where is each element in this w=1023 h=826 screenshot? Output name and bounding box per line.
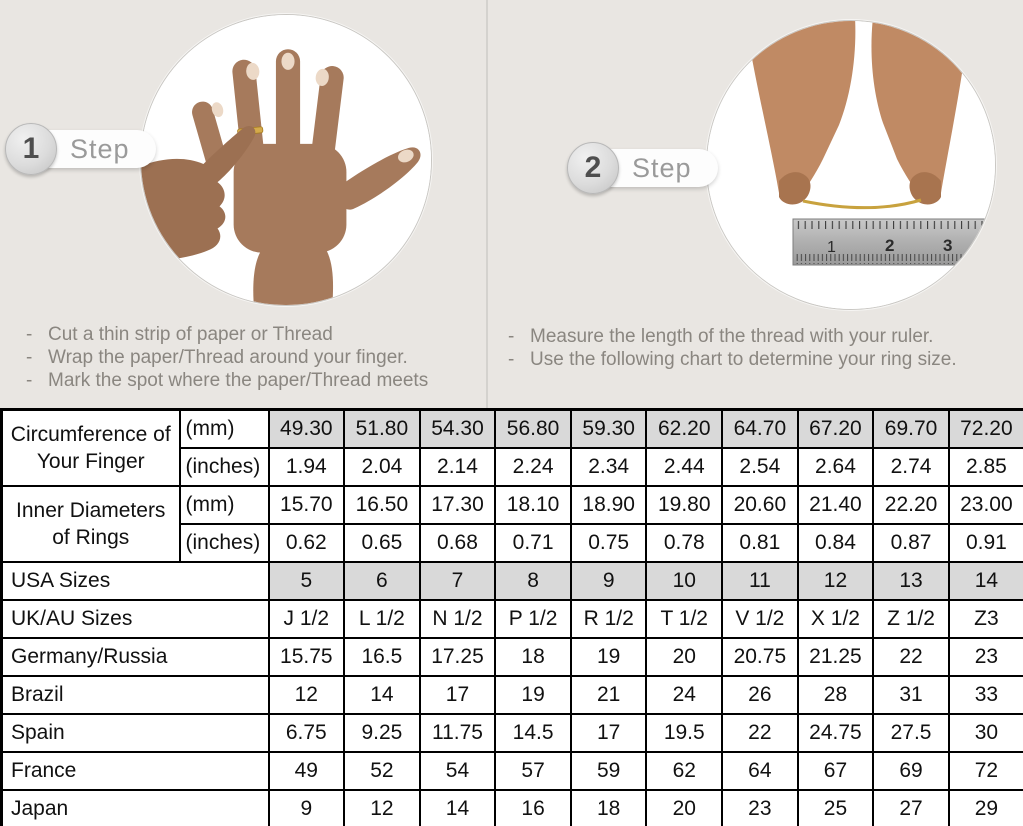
size-cell: P 1/2 — [495, 600, 571, 638]
size-cell: N 1/2 — [420, 600, 496, 638]
size-cell: 54 — [420, 752, 496, 790]
size-cell: 2.44 — [646, 448, 722, 486]
size-cell: 17 — [420, 676, 496, 714]
size-cell: 20.60 — [722, 486, 798, 524]
step1-badge — [12, 130, 156, 168]
size-cell: 18 — [495, 638, 571, 676]
size-cell: 56.80 — [495, 410, 571, 449]
size-cell: 20 — [646, 638, 722, 676]
size-cell: 2.14 — [420, 448, 496, 486]
size-cell: 24.75 — [798, 714, 874, 752]
row-group-label: Inner Diameters of Rings — [2, 486, 180, 562]
size-cell: 13 — [873, 562, 949, 600]
table-row — [2, 410, 1023, 449]
size-cell: 49 — [269, 752, 345, 790]
size-cell: 16 — [495, 790, 571, 826]
instruction-line: - Mark the spot where the paper/Thread meets — [26, 370, 429, 391]
size-cell: 2.74 — [873, 448, 949, 486]
size-cell: 9 — [571, 562, 647, 600]
table-row — [2, 714, 1023, 752]
size-cell: 8 — [495, 562, 571, 600]
size-cell: V 1/2 — [722, 600, 798, 638]
size-cell: X 1/2 — [798, 600, 874, 638]
size-cell: 25 — [798, 790, 874, 826]
size-cell: Z 1/2 — [873, 600, 949, 638]
size-cell: 23.00 — [949, 486, 1023, 524]
size-cell: 16.50 — [344, 486, 420, 524]
size-cell: R 1/2 — [571, 600, 647, 638]
unit-label: (inches) — [180, 524, 269, 562]
step1-label: Step — [70, 133, 130, 164]
instruction-line: - Use the following chart to determine your ring size. — [508, 349, 957, 370]
size-cell: 0.71 — [495, 524, 571, 562]
step2-instructions — [504, 325, 1019, 371]
table-row — [2, 600, 1023, 638]
step2-label: Step — [632, 152, 692, 183]
size-cell: 67 — [798, 752, 874, 790]
size-cell: 72 — [949, 752, 1023, 790]
size-cell: 6 — [344, 562, 420, 600]
how-to-measure-section — [0, 0, 1023, 408]
row-label: USA Sizes — [2, 562, 269, 600]
size-cell: 0.65 — [344, 524, 420, 562]
size-cell: 14 — [344, 676, 420, 714]
size-cell: 49.30 — [269, 410, 345, 449]
size-cell: 54.30 — [420, 410, 496, 449]
step2-badge — [574, 149, 718, 187]
size-cell: 12 — [269, 676, 345, 714]
size-cell: 21 — [571, 676, 647, 714]
size-cell: 51.80 — [344, 410, 420, 449]
size-cell: 26 — [722, 676, 798, 714]
size-cell: 21.40 — [798, 486, 874, 524]
size-cell: 52 — [344, 752, 420, 790]
size-cell: 18 — [571, 790, 647, 826]
size-cell: 29 — [949, 790, 1023, 826]
size-cell: 22 — [873, 638, 949, 676]
size-cell: 18.90 — [571, 486, 647, 524]
instruction-line: - Cut a thin strip of paper or Thread — [26, 324, 333, 345]
row-label: France — [2, 752, 269, 790]
size-cell: 18.10 — [495, 486, 571, 524]
step1-number: 1 — [5, 123, 57, 175]
size-cell: 23 — [949, 638, 1023, 676]
size-cell: 2.34 — [571, 448, 647, 486]
size-cell: 30 — [949, 714, 1023, 752]
row-label: Spain — [2, 714, 269, 752]
size-cell: 69.70 — [873, 410, 949, 449]
size-cell: 2.54 — [722, 448, 798, 486]
unit-label: (mm) — [180, 410, 269, 449]
row-label: Japan — [2, 790, 269, 826]
step2-ruler-photo — [706, 20, 996, 310]
size-cell: 19.5 — [646, 714, 722, 752]
instruction-line: - Wrap the paper/Thread around your finger. — [26, 347, 408, 368]
svg-text:2: 2 — [885, 236, 895, 255]
size-cell: 9 — [269, 790, 345, 826]
unit-label: (inches) — [180, 448, 269, 486]
size-cell: 0.91 — [949, 524, 1023, 562]
size-cell: 17 — [571, 714, 647, 752]
svg-text:1: 1 — [827, 239, 836, 256]
size-cell: 17.25 — [420, 638, 496, 676]
size-cell: 20 — [646, 790, 722, 826]
size-cell: 0.81 — [722, 524, 798, 562]
size-cell: 14.5 — [495, 714, 571, 752]
hand-with-ring-illustration — [141, 15, 431, 305]
size-cell: 64.70 — [722, 410, 798, 449]
size-cell: 14 — [420, 790, 496, 826]
size-cell: 69 — [873, 752, 949, 790]
size-cell: 14 — [949, 562, 1023, 600]
size-cell: 2.24 — [495, 448, 571, 486]
size-cell: 15.70 — [269, 486, 345, 524]
size-cell: 27.5 — [873, 714, 949, 752]
size-cell: 2.04 — [344, 448, 420, 486]
size-cell: 59.30 — [571, 410, 647, 449]
size-cell: 6.75 — [269, 714, 345, 752]
table-row — [2, 790, 1023, 826]
step1-instructions — [22, 323, 492, 392]
size-cell: 72.20 — [949, 410, 1023, 449]
size-cell: 0.87 — [873, 524, 949, 562]
size-cell: L 1/2 — [344, 600, 420, 638]
size-cell: 2.85 — [949, 448, 1023, 486]
size-cell: 11 — [722, 562, 798, 600]
row-label: Germany/Russia — [2, 638, 269, 676]
unit-label: (mm) — [180, 486, 269, 524]
size-cell: 0.78 — [646, 524, 722, 562]
size-cell: 19 — [571, 638, 647, 676]
size-cell: 15.75 — [269, 638, 345, 676]
size-cell: 0.75 — [571, 524, 647, 562]
size-cell: 2.64 — [798, 448, 874, 486]
size-cell: 22 — [722, 714, 798, 752]
size-cell: 64 — [722, 752, 798, 790]
size-cell: 33 — [949, 676, 1023, 714]
size-cell: 1.94 — [269, 448, 345, 486]
size-cell: 31 — [873, 676, 949, 714]
size-cell: 10 — [646, 562, 722, 600]
table-row — [2, 676, 1023, 714]
size-cell: 20.75 — [722, 638, 798, 676]
size-cell: 57 — [495, 752, 571, 790]
instruction-line: - Measure the length of the thread with your ruler. — [508, 326, 934, 347]
ring-size-table — [0, 408, 1023, 826]
size-cell: 11.75 — [420, 714, 496, 752]
table-row — [2, 562, 1023, 600]
step2-number: 2 — [567, 142, 619, 194]
size-cell: 59 — [571, 752, 647, 790]
size-cell: 28 — [798, 676, 874, 714]
size-cell: 23 — [722, 790, 798, 826]
size-cell: 67.20 — [798, 410, 874, 449]
size-cell: 12 — [344, 790, 420, 826]
row-label: UK/AU Sizes — [2, 600, 269, 638]
size-cell: 62 — [646, 752, 722, 790]
size-cell: J 1/2 — [269, 600, 345, 638]
size-cell: 22.20 — [873, 486, 949, 524]
size-cell: 5 — [269, 562, 345, 600]
size-cell: 0.62 — [269, 524, 345, 562]
size-cell: T 1/2 — [646, 600, 722, 638]
measuring-thread-with-ruler-illustration — [707, 21, 995, 309]
size-cell: 21.25 — [798, 638, 874, 676]
table-row — [2, 486, 1023, 524]
size-cell: 17.30 — [420, 486, 496, 524]
size-cell: 19 — [495, 676, 571, 714]
step1-hand-photo — [140, 14, 432, 306]
row-group-label: Circumference of Your Finger — [2, 410, 180, 487]
table-row — [2, 752, 1023, 790]
size-cell: 19.80 — [646, 486, 722, 524]
size-cell: Z3 — [949, 600, 1023, 638]
svg-text:3: 3 — [943, 236, 953, 255]
ruler — [793, 219, 995, 265]
size-cell: 0.84 — [798, 524, 874, 562]
size-cell: 0.68 — [420, 524, 496, 562]
size-cell: 7 — [420, 562, 496, 600]
size-cell: 24 — [646, 676, 722, 714]
size-cell: 16.5 — [344, 638, 420, 676]
size-cell: 9.25 — [344, 714, 420, 752]
size-cell: 62.20 — [646, 410, 722, 449]
size-cell: 12 — [798, 562, 874, 600]
size-cell: 27 — [873, 790, 949, 826]
row-label: Brazil — [2, 676, 269, 714]
table-row — [2, 638, 1023, 676]
